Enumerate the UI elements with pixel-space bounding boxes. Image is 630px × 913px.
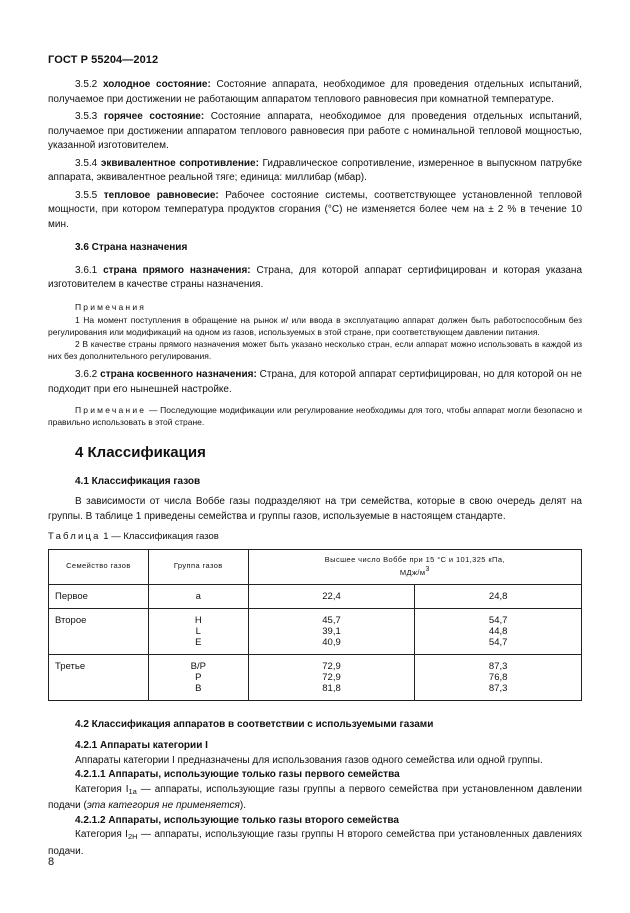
section-4-2-1-title: 4.2.1 Аппараты категории I — [75, 740, 208, 751]
definition-text: Страна, для которой аппарат сертифицирован, но для которой он не подходит при его нынешней настройке. — [48, 369, 582, 395]
definition-term: страна прямого назначения: — [103, 264, 251, 276]
category-text-end: ). — [239, 800, 246, 811]
wobbe-max-value: 24,8 — [488, 590, 508, 602]
group-value: H — [194, 614, 202, 626]
cell-group — [148, 608, 248, 654]
section-4-2-title: 4.2 Классификация аппаратов в соответствии с используемыми газами — [75, 718, 434, 730]
section-4-2-1-1-title: 4.2.1.1 Аппараты, использующие только газы первого семейства — [75, 769, 400, 780]
group-value: E — [195, 636, 202, 648]
definition-text: Состояние аппарата, необходимое для проведения отдельных испытаний, получаемое при достижении не работающим аппаратом теплового равновесия при комнатной температуре. — [48, 79, 583, 105]
category-text: — аппараты, использующие газы группы а первого семейства при установленном давлении подачи ( — [48, 783, 582, 811]
category-subscript: 2H — [127, 832, 138, 841]
notes-title: Примечания — [75, 301, 147, 312]
wobbe-max-value: 76,8 — [488, 671, 508, 683]
table-caption-prefix: Таблица — [48, 531, 101, 542]
cell-wobbe-min — [248, 608, 415, 654]
definition-text: Гидравлическое сопротивление, измеренное в выпускном патрубке аппарата, эквивалентное реальной тяге; единица: миллибар (мбар). — [48, 157, 582, 183]
section-3-6-title: 3.6 Страна назначения — [75, 242, 188, 253]
wobbe-min-value: 22,4 — [322, 590, 341, 602]
definition-text: Рабочее состояние системы, соответствующее установленной тепловой мощности, при котором температура продуктов сгорания (°С) не изменяется более чем на ± 2 % в течение 10 мин. — [48, 189, 582, 230]
wobbe-min-value: 40,9 — [322, 636, 341, 648]
group-value: B/P — [190, 660, 206, 672]
section-4-1-text: В зависимости от числа Воббе газы подразделяют на три семейства, которые в свою очередь делят на группы. В таблице 1 приведены семейства и группы газов, используемые в настоящем стандарте. — [48, 496, 582, 522]
category-label: Категория I — [75, 783, 129, 795]
header-wobbe — [248, 549, 581, 584]
group-value: B — [195, 682, 202, 694]
table-row — [49, 654, 582, 700]
page-number: 8 — [48, 856, 55, 868]
cell-family: Второе — [49, 608, 149, 654]
section-4-2-1-2-title: 4.2.1.2 Аппараты, использующие только газы второго семейства — [75, 814, 399, 826]
cell-group — [148, 584, 248, 608]
note-3 — [48, 404, 582, 428]
definition-number: 3.5.2 — [75, 79, 98, 90]
table-row — [49, 584, 582, 608]
section-4-2-1-1-text — [48, 783, 582, 814]
definition-term: эквивалентное сопротивление: — [100, 157, 259, 169]
note-1: 1 На момент поступления в обращение на рынок и/ или ввода в эксплуатацию аппарат должен быть работоспособным без регулирования или модификаций на одном из газов, используемых в этой стране, при соответствующем давлении питания. — [48, 315, 582, 337]
cell-wobbe-max — [415, 608, 582, 654]
definition-number: 3.5.5 — [75, 189, 98, 201]
definition-number: 3.5.3 — [75, 111, 98, 122]
wobbe-min-value: 81,8 — [322, 682, 341, 694]
cell-wobbe-max — [415, 654, 582, 700]
note-text: — Последующие модификации или регулирование необходимы для того, чтобы аппарат могли безопасно и правильно использовать в этой стране. — [48, 405, 582, 427]
definition-3-5-2 — [48, 78, 582, 107]
definition-term: горячее состояние: — [103, 111, 205, 122]
wobbe-max-value: 87,3 — [488, 682, 508, 694]
definition-3-6-1 — [48, 264, 582, 293]
wobbe-min-value: 72,9 — [322, 660, 341, 672]
definition-3-5-5 — [48, 189, 582, 233]
header-wobbe-sup: 3 — [425, 565, 430, 573]
group-value: a — [195, 590, 201, 602]
section-4-2-1-2-text — [48, 828, 582, 859]
definition-term: тепловое равновесие: — [103, 189, 219, 201]
wobbe-max-value: 54,7 — [488, 636, 508, 648]
cell-family: Третье — [49, 654, 149, 700]
definition-text: Страна, для которой аппарат сертифицирован и которая указана изготовителем в качестве страны назначения. — [48, 264, 583, 290]
wobbe-max-value: 54,7 — [488, 614, 508, 626]
category-text: — аппараты, использующие газы группы H второго семейства при установленных давлениях подачи. — [48, 829, 582, 857]
table-caption — [48, 530, 582, 545]
group-value: P — [195, 671, 202, 683]
header-family: Семейство газов — [49, 549, 149, 584]
definition-3-5-3 — [48, 110, 582, 154]
wobbe-max-value: 44,8 — [488, 625, 508, 637]
definition-term: холодное состояние: — [102, 79, 211, 90]
category-italic-note: эта категория не применяется — [86, 800, 240, 811]
page-content — [48, 78, 582, 859]
definition-text: Состояние аппарата, необходимое для проведения отдельных испытаний, получаемое при достижении аппаратом теплового равновесия при работе с номинальной тепловой мощностью, указанной изготовителем. — [48, 111, 583, 151]
standard-header: ГОСТ Р 55204—2012 — [48, 54, 159, 66]
wobbe-max-value: 87,3 — [488, 660, 508, 672]
header-wobbe-text: Высшее число Воббе при 15 °С и 101,325 кПа, — [324, 554, 505, 564]
section-4-1-title: 4.1 Классификация газов — [75, 475, 201, 487]
definition-number: 3.6.1 — [75, 264, 98, 276]
category-label: Категория I — [75, 829, 128, 840]
definition-number: 3.6.2 — [75, 369, 98, 380]
definition-3-6-2 — [48, 368, 582, 397]
note-label: Примечание — [75, 405, 147, 415]
group-value: L — [195, 625, 201, 637]
wobbe-min-value: 39,1 — [322, 625, 341, 637]
section-4-2-1-text: Аппараты категории I предназначены для использования газов одного семейства или одной группы. — [75, 754, 543, 766]
cell-group — [148, 654, 248, 700]
cell-wobbe-max — [415, 584, 582, 608]
definition-number: 3.5.4 — [75, 157, 98, 169]
cell-wobbe-min — [248, 584, 415, 608]
wobbe-min-value: 45,7 — [322, 614, 341, 626]
cell-family: Первое — [49, 584, 149, 608]
definition-3-5-4 — [48, 157, 582, 186]
header-wobbe-unit: МДж/м — [399, 567, 426, 577]
cell-wobbe-min — [248, 654, 415, 700]
header-group: Группа газов — [148, 549, 248, 584]
category-subscript: 1a — [128, 786, 137, 796]
table-row — [49, 608, 582, 654]
gas-classification-table — [48, 549, 582, 701]
definition-term: страна косвенного назначения: — [100, 369, 257, 380]
table-caption-text: 1 — Классификация газов — [100, 531, 219, 542]
wobbe-min-value: 72,9 — [322, 671, 341, 683]
section-4-title: 4 Классификация — [75, 444, 206, 461]
note-2: 2 В качестве страны прямого назначения может быть указано несколько стран, если аппарат можно использовать в каждой из них без дополнительного регулирования. — [48, 339, 582, 361]
